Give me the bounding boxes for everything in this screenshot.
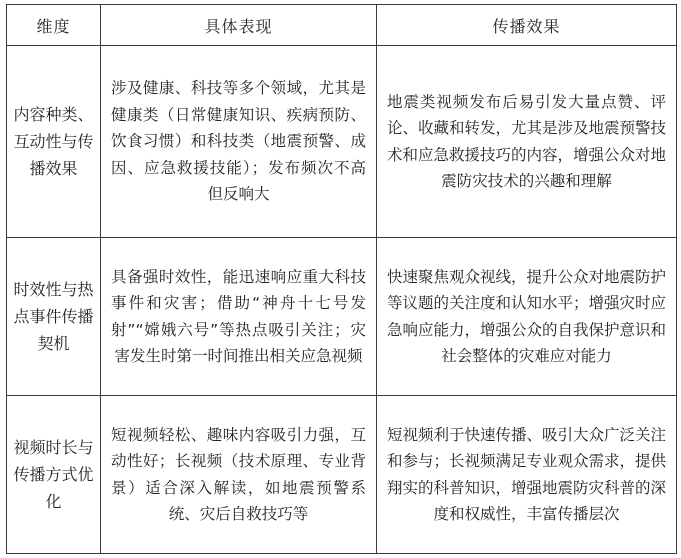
row-effect: 地震类视频发布后易引发大量点赞、评论、收藏和转发，尤其是涉及地震预警技术和应急救援技巧的内容，增强公众对地震防灾技术的兴趣和理解 xyxy=(377,46,677,238)
table-row xyxy=(7,238,677,396)
row-effect: 短视频利于快速传播、吸引大众广泛关注和参与；长视频满足专业观众需求，提供翔实的科普知识，增强地震防灾科普的深度和权威性，丰富传播层次 xyxy=(377,396,677,554)
table-row xyxy=(7,46,677,238)
row-performance: 涉及健康、科技等多个领域，尤其是健康类（日常健康知识、疾病预防、饮食习惯）和科技类（地震预警、成因、应急救援技能）；发布频次不高但反响大 xyxy=(101,46,377,238)
row-dimension: 内容种类、互动性与传播效果 xyxy=(7,46,101,238)
table-row xyxy=(7,396,677,554)
table-header-row xyxy=(7,5,677,46)
header-effect: 传播效果 xyxy=(377,5,677,46)
row-dimension: 时效性与热点事件传播契机 xyxy=(7,238,101,396)
row-effect: 快速聚焦观众视线，提升公众对地震防护等议题的关注度和认知水平；增强灾时应急响应能力，增强公众的自我保护意识和社会整体的灾难应对能力 xyxy=(377,238,677,396)
header-performance: 具体表现 xyxy=(101,5,377,46)
row-performance: 短视频轻松、趣味内容吸引力强，互动性好；长视频（技术原理、专业背景）适合深入解读，如地震预警系统、灾后自救技巧等 xyxy=(101,396,377,554)
row-dimension: 视频时长与传播方式优化 xyxy=(7,396,101,554)
row-performance: 具备强时效性，能迅速响应重大科技事件和灾害；借助“神舟十七号发射”“嫦娥六号”等热点吸引关注；灾害发生时第一时间推出相关应急视频 xyxy=(101,238,377,396)
comparison-table xyxy=(6,4,677,554)
header-dimension: 维度 xyxy=(7,5,101,46)
